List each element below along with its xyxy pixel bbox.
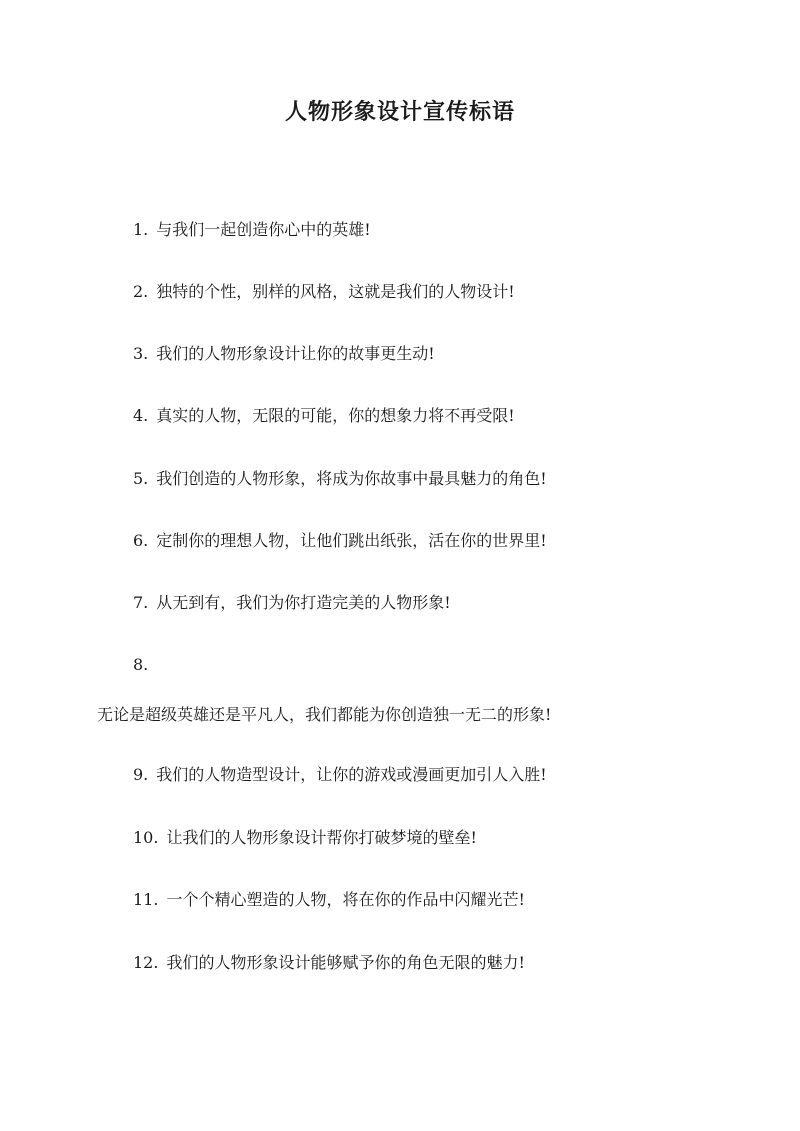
- item-text: 我们的人物形象设计让你的故事更生动!: [156, 344, 435, 363]
- list-item: [133, 218, 371, 242]
- item-number: 9.: [133, 765, 149, 784]
- item-text: 我们的人物造型设计，让你的游戏或漫画更加引人入胜!: [156, 765, 547, 784]
- item-text: 我们创造的人物形象，将成为你故事中最具魅力的角色!: [156, 469, 547, 488]
- list-item: [133, 529, 547, 553]
- list-item: [133, 888, 525, 912]
- item-text: 无论是超级英雄还是平凡人，我们都能为你创造独一无二的形象!: [97, 705, 552, 724]
- list-item: [133, 826, 477, 850]
- list-item: [133, 280, 515, 304]
- list-item: [133, 763, 547, 787]
- item-number: 1.: [133, 220, 149, 239]
- list-item: [133, 342, 435, 366]
- item-number: 10.: [133, 828, 159, 847]
- item-number: 3.: [133, 344, 149, 363]
- item-number: 5.: [133, 469, 149, 488]
- list-item-number-only: [133, 653, 148, 677]
- item-text: 与我们一起创造你心中的英雄!: [156, 220, 371, 239]
- list-item: [133, 404, 515, 428]
- list-item: [133, 591, 451, 615]
- list-item: [133, 951, 525, 975]
- item-text: 独特的个性，别样的风格，这就是我们的人物设计!: [156, 282, 515, 301]
- list-item-wrapped-text: [97, 703, 551, 727]
- item-number: 7.: [133, 593, 149, 612]
- item-number: 12.: [133, 953, 159, 972]
- item-text: 从无到有，我们为你打造完美的人物形象!: [156, 593, 451, 612]
- item-text: 一个个精心塑造的人物，将在你的作品中闪耀光芒!: [166, 890, 525, 909]
- item-number: 8.: [133, 655, 149, 674]
- item-number: 11.: [133, 890, 159, 909]
- page-title: 人物形象设计宣传标语: [284, 99, 515, 125]
- item-number: 4.: [133, 406, 149, 425]
- item-number: 6.: [133, 531, 149, 550]
- item-text: 让我们的人物形象设计帮你打破梦境的壁垒!: [166, 828, 477, 847]
- list-item: [133, 467, 547, 491]
- item-text: 定制你的理想人物，让他们跳出纸张，活在你的世界里!: [156, 531, 547, 550]
- item-text: 我们的人物形象设计能够赋予你的角色无限的魅力!: [166, 953, 525, 972]
- item-number: 2.: [133, 282, 149, 301]
- item-text: 真实的人物，无限的可能，你的想象力将不再受限!: [156, 406, 515, 425]
